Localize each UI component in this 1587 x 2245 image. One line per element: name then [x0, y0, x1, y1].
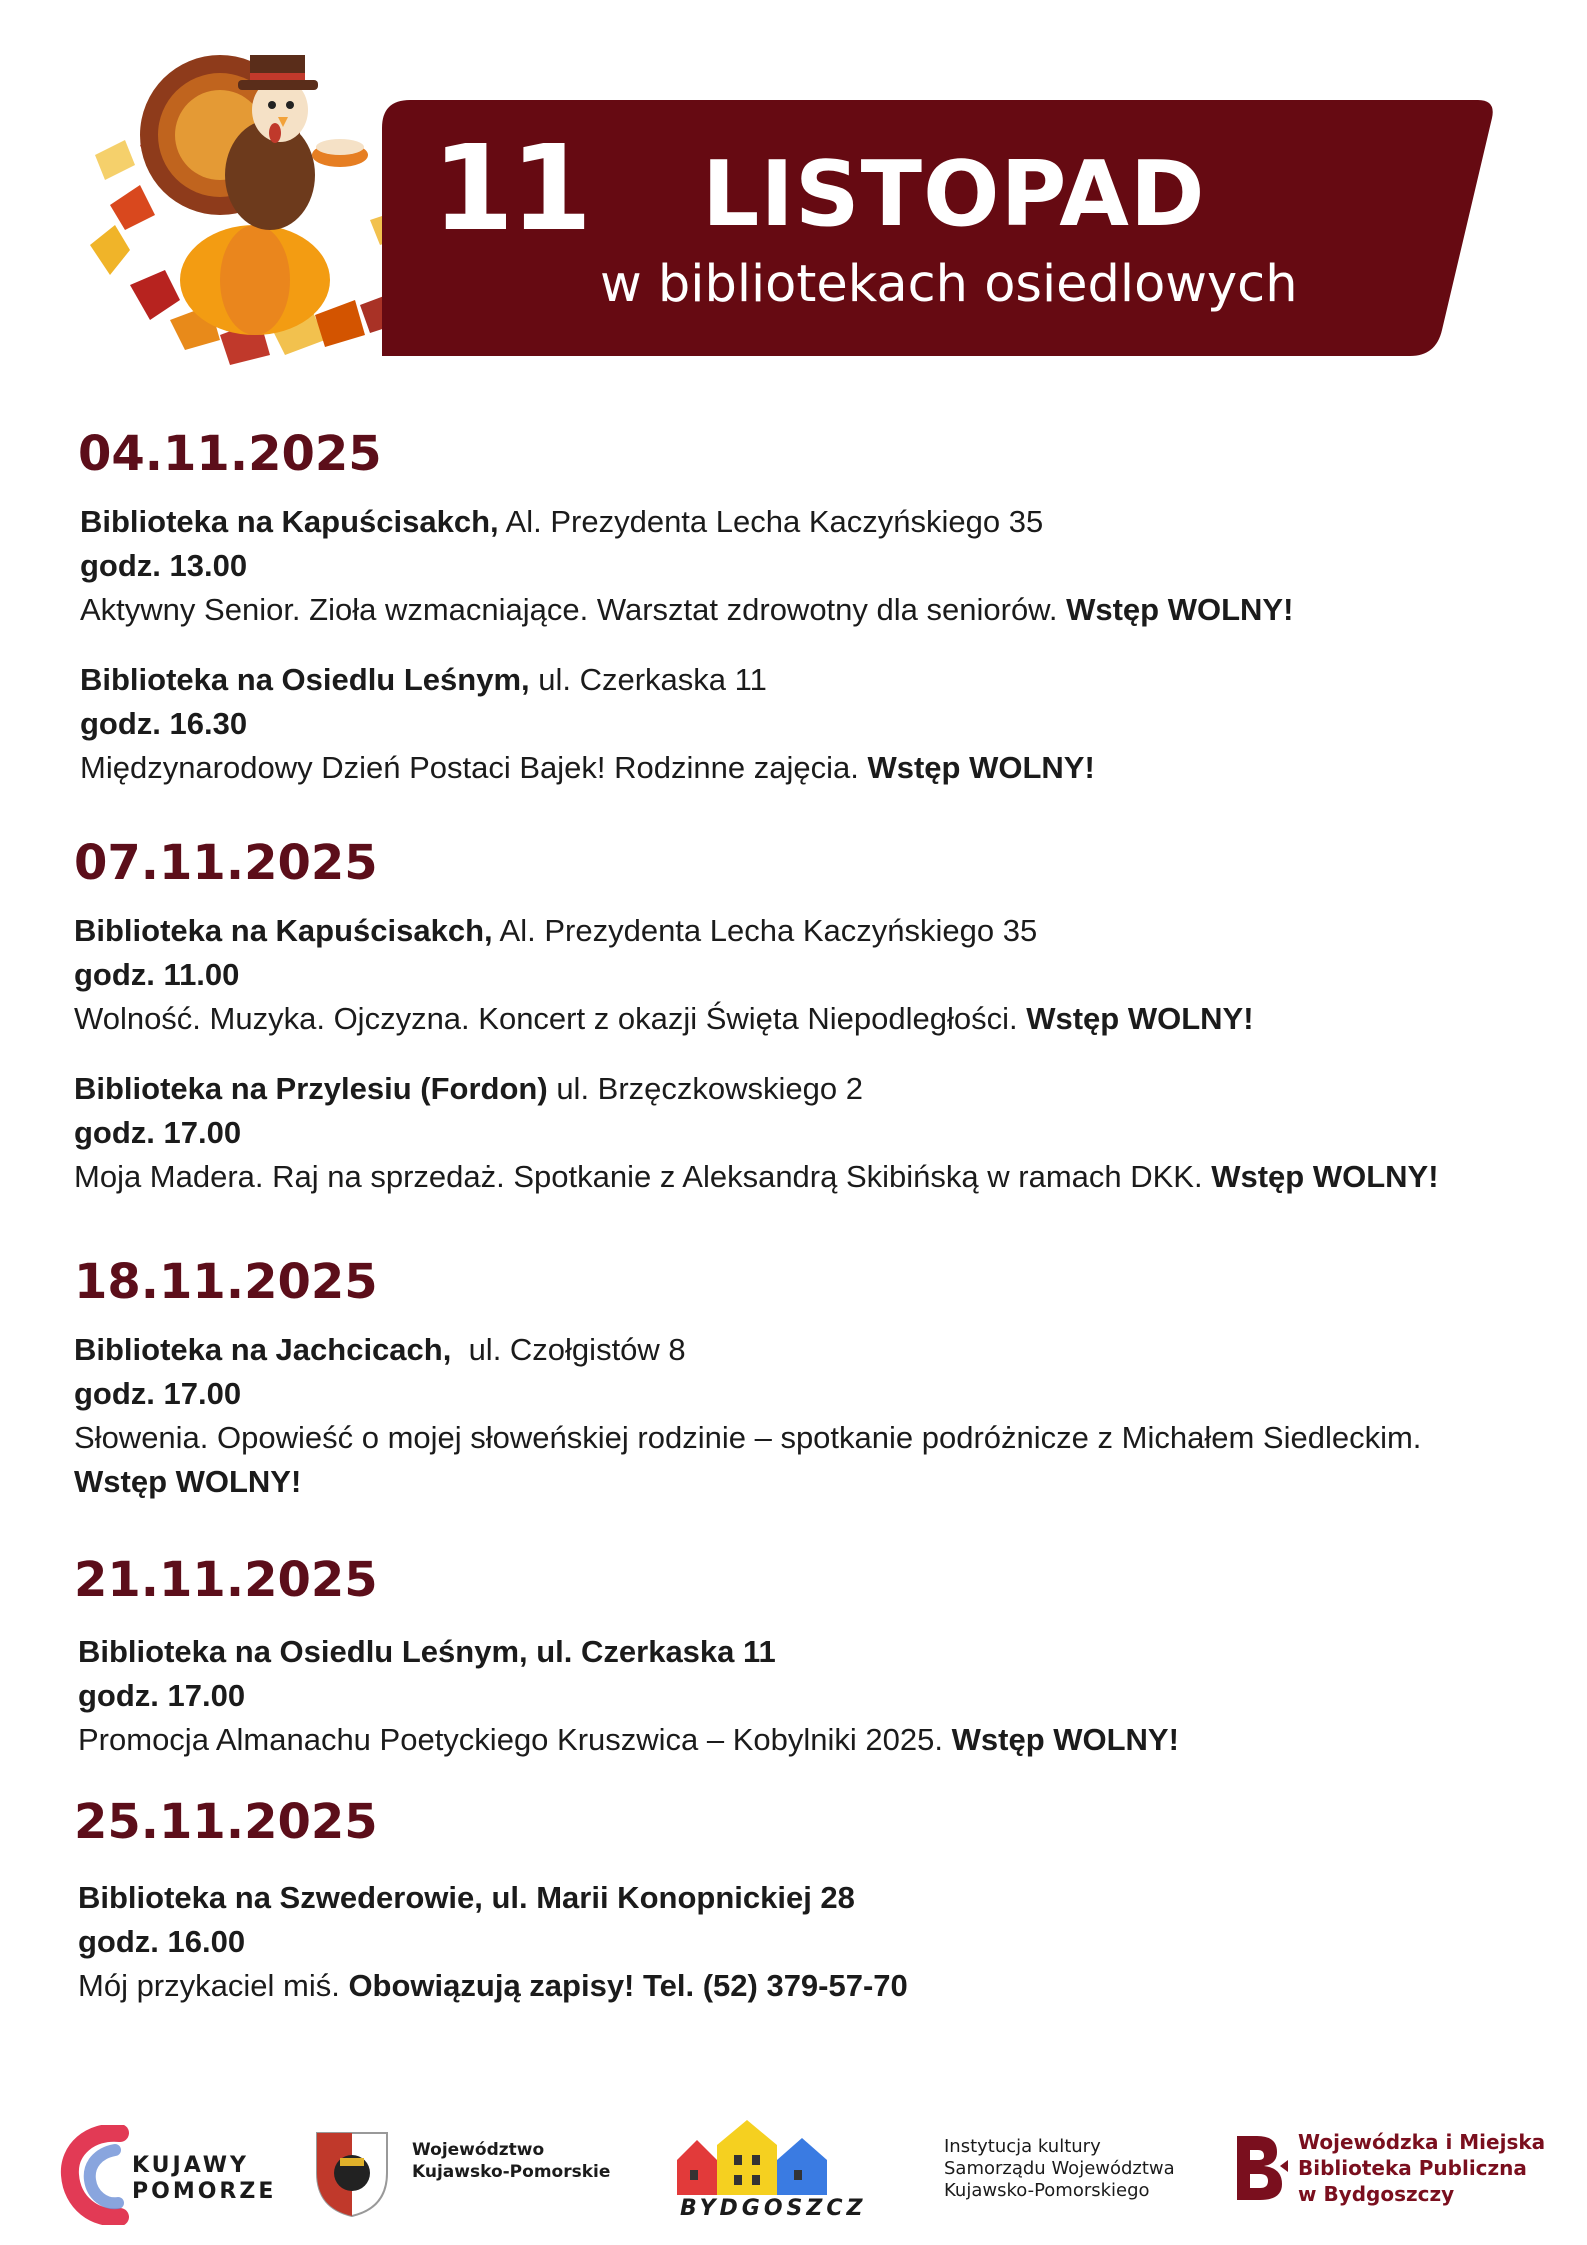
library-name: Biblioteka na Kapuścisakch,: [74, 913, 493, 948]
event-location: [74, 909, 1037, 953]
logo2-line1: Województwo: [412, 2140, 545, 2160]
wimbp-b-icon: [1232, 2128, 1292, 2208]
logo-kujawy-pomorze: [60, 2125, 277, 2225]
event-time: godz. 16.30: [80, 706, 248, 741]
library-name: Biblioteka na Jachcicach,: [74, 1332, 452, 1367]
event-description: Słowenia. Opowieść o mojej słoweńskiej rodzinie – spotkanie podróżnicze z Michałem Siedleckim.: [74, 1420, 1422, 1455]
description-text: Wolność. Muzyka. Ojczyzna. Koncert z okazji Święta Niepodległości.: [74, 1001, 1027, 1036]
library-address: Al. Prezydenta Lecha Kaczyńskiego 35: [492, 913, 1038, 948]
entry-note: Obowiązują zapisy! Tel. (52) 379-57-70: [348, 1968, 908, 2003]
event-description: [78, 1964, 908, 2008]
event-time: godz. 11.00: [74, 957, 240, 992]
library-name: Biblioteka na Przylesiu (Fordon): [74, 1071, 548, 1106]
logo-instytucja: [944, 2136, 1184, 2216]
entry-note: Wstęp WOLNY!: [867, 750, 1095, 785]
event-description: [74, 997, 1254, 1041]
event-time: godz. 16.00: [78, 1924, 246, 1959]
header-banner: [382, 100, 1496, 356]
header-month: LISTOPAD: [702, 142, 1206, 247]
entry-note: Wstęp WOLNY!: [1066, 592, 1294, 627]
entry-note: Wstęp WOLNY!: [1026, 1001, 1254, 1036]
description-text: Moja Madera. Raj na sprzedaż. Spotkanie z Aleksandrą Skibińską w ramach DKK.: [74, 1159, 1212, 1194]
event-description: [74, 1155, 1439, 1199]
logo5-line1: Wojewódzka i Miejska: [1298, 2130, 1546, 2154]
logo5-line3: w Bydgoszczy: [1298, 2182, 1455, 2206]
event-description: [80, 746, 1095, 790]
event-date: 21.11.2025: [74, 1552, 378, 1608]
entry-note: Wstęp WOLNY!: [951, 1722, 1179, 1757]
event-time: godz. 17.00: [74, 1376, 242, 1411]
logo4-line1: Instytucja kultury: [944, 2136, 1101, 2157]
event-time: godz. 17.00: [78, 1678, 246, 1713]
event-location: [80, 658, 767, 702]
event-time: godz. 13.00: [80, 548, 248, 583]
event-description: [80, 588, 1293, 632]
logo-wimbp: [1232, 2128, 1552, 2218]
description-text: Międzynarodowy Dzień Postaci Bajek! Rodzinne zajęcia.: [80, 750, 868, 785]
event-location: [74, 1328, 686, 1372]
event-location: [80, 500, 1043, 544]
entry-note: Wstęp WOLNY!: [1211, 1159, 1439, 1194]
library-name: Biblioteka na Osiedlu Leśnym, ul. Czerkaska 11: [78, 1634, 776, 1669]
logo1-line2: POMORZE: [132, 2179, 277, 2204]
coat-of-arms-icon: [312, 2128, 392, 2218]
description-text: Promocja Almanachu Poetyckiego Kruszwica – Kobylniki 2025.: [78, 1722, 952, 1757]
entry-note: Wstęp WOLNY!: [74, 1464, 302, 1499]
description-text: Mój przykaciel miś.: [78, 1968, 349, 2003]
logo5-line2: Biblioteka Publiczna: [1298, 2156, 1527, 2180]
library-name: Biblioteka na Osiedlu Leśnym,: [80, 662, 530, 697]
description-text: Aktywny Senior. Zioła wzmacniające. Warsztat zdrowotny dla seniorów.: [80, 592, 1067, 627]
header-subtitle: w bibliotekach osiedlowych: [600, 255, 1298, 314]
library-address: ul. Brzęczkowskiego 2: [556, 1071, 863, 1106]
event-date: 18.11.2025: [74, 1254, 378, 1310]
event-date: 04.11.2025: [78, 426, 382, 482]
event-date: 25.11.2025: [74, 1794, 378, 1850]
event-date: 07.11.2025: [74, 835, 378, 891]
library-name: Biblioteka na Kapuścisakch,: [80, 504, 499, 539]
logo3-text: BYDGOSZCZ: [680, 2196, 867, 2221]
library-address: ul. Czołgistów 8: [459, 1332, 686, 1367]
event-time: godz. 17.00: [74, 1115, 242, 1150]
logo2-line2: Kujawsko-Pomorskie: [412, 2162, 611, 2182]
event-description: [78, 1718, 1179, 1762]
logo4-line3: Kujawsko-Pomorskiego: [944, 2180, 1150, 2201]
library-address: ul. Czerkaska 11: [538, 662, 767, 697]
bydgoszcz-houses-icon: [672, 2120, 842, 2200]
event-location: [74, 1067, 863, 1111]
logo1-line1: KUJAWY: [132, 2153, 249, 2178]
logo-bydgoszcz: [672, 2120, 867, 2230]
library-name: Biblioteka na Szwederowie, ul. Marii Konopnickiej 28: [78, 1880, 855, 1915]
header-day: 11: [432, 119, 589, 257]
logo-wojewodztwo: [312, 2128, 611, 2218]
logo4-line2: Samorządu Województwa: [944, 2158, 1175, 2179]
library-address: Al. Prezydenta Lecha Kaczyńskiego 35: [498, 504, 1044, 539]
